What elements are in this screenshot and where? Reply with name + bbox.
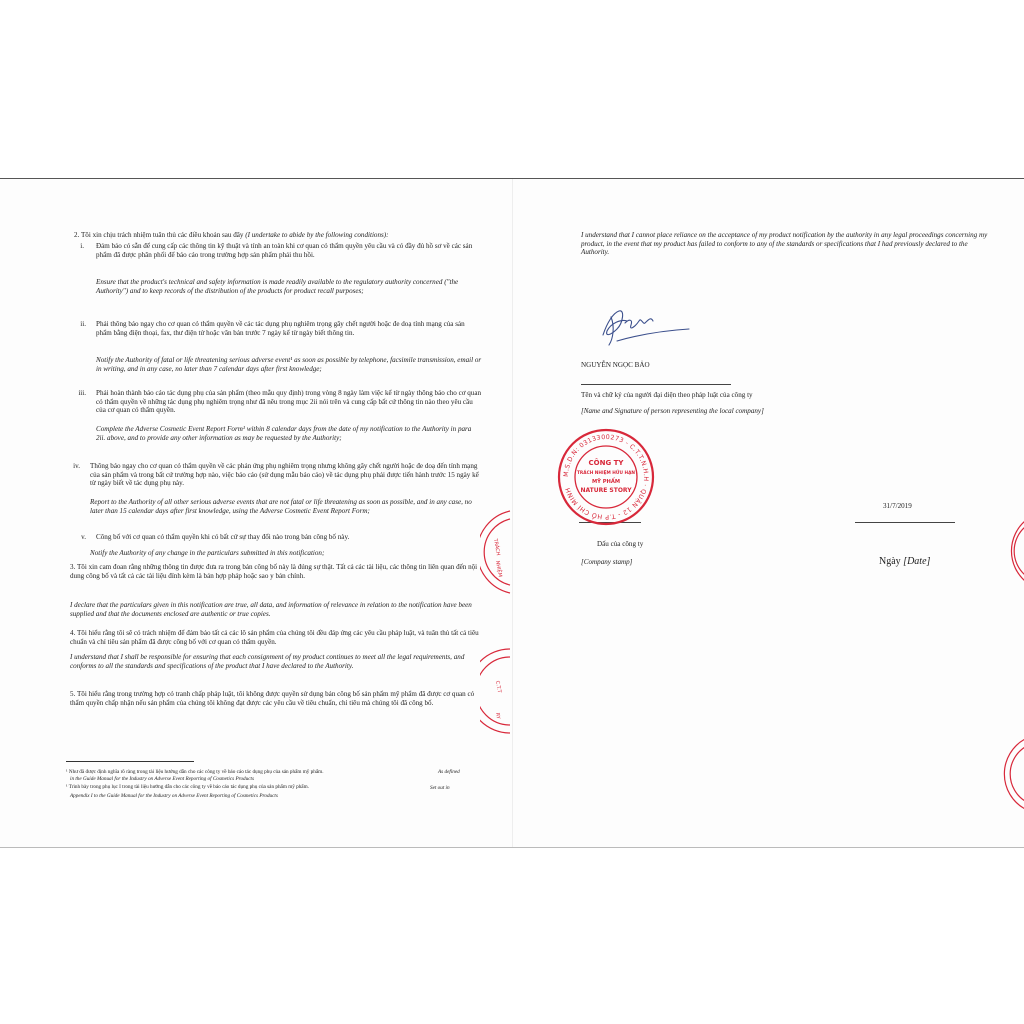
declaration-3-vi: 3. Tôi xin cam đoan rằng những thông tin được đưa ra trong bản công bố này là đúng sự thật. Tất cả các tài liệu, các thông tin liên quan đến nội dung công bố và tất cả các tài liệu đính kèm là bản hợp pháp hoặc sao y bản chính.: [70, 563, 478, 580]
company-seal: [556, 427, 656, 527]
item-number: v.: [81, 533, 86, 541]
declaration-3-en: I declare that the particulars given in this notification are true, all data, and information of relevance in relation to the notification have been supplied and that the documents enclosed are authentic or true copies.: [70, 601, 472, 618]
svg-text:NHIỆM: NHIỆM: [494, 560, 503, 578]
heading-vi: 2. Tôi xin chịu trách nhiệm tuân thủ các điều khoản sau đây: [74, 231, 246, 239]
reliance-statement: I understand that I cannot place reliance on the acceptance of my product notification by the authority in any legal proceedings concerning my product, in the event that my product has failed to conform to any of the standards or specifications that I had previously declared to the Authority.: [581, 231, 988, 257]
footnote-1-vi: ¹ Như đã được định nghĩa rõ ràng trong tài liệu hướng dẫn cho các công ty về báo cáo tác dụng phụ của sản phẩm mỹ phẩm.: [66, 769, 324, 775]
svg-text:C.T.T: C.T.T: [494, 680, 503, 694]
item-number: iv.: [73, 462, 80, 470]
item-text-vi: Phải hoàn thành báo cáo tác dụng phụ của sản phẩm (theo mẫu quy định) trong vòng 8 ngày làm việc kể từ ngày thông báo cho cơ quan có thẩm quyền về những tác dụng phụ nghiêm trọng như đã nêu trong mục 2ii nói trên và cung cấp bất cứ thông tin nào theo yêu cầu của cơ quan có thẩm quyền.: [96, 389, 482, 415]
item-number: ii.: [80, 320, 86, 328]
item-number: iii.: [78, 389, 86, 397]
seal-line-4: NATURE STORY: [580, 487, 632, 494]
stamp-label-vi: Dấu của công ty: [597, 540, 644, 548]
heading-en: (I undertake to abide by the following conditions):: [245, 231, 389, 239]
item-text-vi: Phải thông báo ngay cho cơ quan có thẩm quyền về các tác dụng phụ nghiêm trọng gây chết người hoặc đe doạ tính mạng của sản phẩm bằng điện thoại, fax, thư điện tử hoặc văn bản trước 7 ngày kể từ ngày biết thông tin.: [96, 320, 465, 337]
signature-line: [581, 384, 731, 385]
seal-ring-text: M.S.D.N: 0313300273 - C.T.T.N.H.H · QUẬN 12 - T.P HỒ CHÍ MINH: [562, 433, 650, 521]
declaration-4-en: I understand that I shall be responsible for ensuring that each consignment of my product continues to meet all the legal requirements, and conforms to all the standards and specifications of the product that I have declared to the Authority.: [70, 653, 465, 670]
signer-name: NGUYỄN NGỌC BẢO: [581, 361, 650, 369]
seal-line-2: TRÁCH NHIỆM HỮU HẠN: [577, 471, 635, 476]
footnote-1-en-a: As defined: [438, 769, 460, 775]
footnote-2-vi: ¹ Trình bày trong phụ lục I trong tài liệu hướng dẫn cho các công ty về báo cáo tác dụng phụ của sản phẩm mỹ phẩm.: [66, 784, 309, 790]
item-text-en: Report to the Authority of all other serious adverse events that are not fatal or life threatening as soon as possible, and in any case, no later than 15 calendar days after first knowledge, using the Adverse Cosmetic Event Report Form;: [90, 498, 472, 515]
item-number: i.: [80, 242, 84, 250]
signature-label-en: [Name and Signature of person representing the local company]: [581, 407, 764, 415]
partial-stamp-edge: [480, 509, 512, 847]
footnote-2-en-a: Set out in: [430, 785, 450, 791]
footnote-1-en-b: in the Guide Manual for the Industry on Adverse Event Reporting of Cosmetics Products: [70, 776, 254, 782]
left-page: [0, 179, 512, 847]
svg-text:TRÁCH: TRÁCH: [492, 538, 501, 557]
declaration-4-vi: 4. Tôi hiểu rằng tôi sẽ có trách nhiệm để đảm bảo tất cả các lô sản phẩm của chúng tôi đều đáp ứng các yêu cầu pháp luật, và tuân thủ tất cả tiêu chuẩn và chỉ tiêu sản phẩm đã được công bố với cơ quan có thẩm quyền.: [70, 629, 479, 646]
seal-line-1: CÔNG TY: [588, 459, 624, 467]
date-label-vi: Ngày: [879, 556, 904, 567]
footnote-divider: [66, 761, 194, 762]
item-text-en: Notify the Authority of fatal or life threatening serious adverse event¹ as soon as possible by telephone, facsimile transmission, email or in writing, and in any case, no later than 7 calendar days after first knowledge;: [96, 356, 482, 373]
footnote-2-en-b: Appendix I to the Guide Manual for the Industry on Adverse Event Reporting of Cosmetics Products: [70, 793, 278, 799]
item-text-en: Complete the Adverse Cosmetic Event Report Form¹ within 8 calendar days from the date of my notification to the Authority in para 2ii. above, and to provide any other information as may be requested by the Authority;: [96, 425, 472, 442]
handwritten-signature: [597, 305, 693, 347]
item-text-vi: Công bố với cơ quan có thẩm quyền khi có bất cứ sự thay đổi nào trong bản công bố này.: [96, 533, 350, 541]
item-text-vi: Thông báo ngay cho cơ quan có thẩm quyền về các phản ứng phụ nghiêm trọng nhưng không gây chết người hoặc đe doạ đến tính mạng của sản phẩm và trong bất cứ trường hợp nào, việc báo cáo (sử dụng mẫu báo cáo) về tác dụng phụ phải được tiến hành trước 15 ngày kể từ ngày biết về tác dụng phụ này.: [90, 462, 479, 488]
date-label-en: [Date]: [903, 556, 931, 567]
item-text-en: Notify the Authority of any change in the particulars submitted in this notification;: [90, 549, 325, 557]
signature-label-vi: Tên và chữ ký của người đại diện theo pháp luật của công ty: [581, 391, 753, 399]
item-text-en: Ensure that the product's technical and safety information is made readily available to the regulatory authority concerned ("the Authority") and to keep records of the distribution of the products for product recall purposes;: [96, 278, 459, 295]
stamp-label-en: [Company stamp]: [581, 558, 633, 566]
scanned-document: [0, 178, 1024, 848]
item-text-vi: Đảm bảo có sẵn để cung cấp các thông tin kỹ thuật và tính an toàn khi cơ quan có thẩm quyền yêu cầu và có đầy đủ hồ sơ về các sản phẩm đã được phân phối để báo cáo trong trường hợp sản phẩm phải thu hồi.: [96, 242, 473, 259]
svg-text:RY: RY: [494, 712, 502, 720]
seal-line-3: MỸ PHẨM: [591, 479, 621, 485]
date-line: [855, 522, 955, 523]
conditions-heading: [74, 231, 484, 240]
date-value: 31/7/2019: [883, 502, 912, 510]
declaration-5-vi: 5. Tôi hiểu rằng trong trường hợp có tranh chấp pháp luật, tôi không được quyền sử dụng bản công bố sản phẩm mỹ phẩm đã được cơ quan có thẩm quyền chấp nhận nếu sản phẩm của chúng tôi không đạt được các yêu cầu về tiêu chuẩn, chỉ tiêu mà chúng tôi đã công bố.: [70, 690, 475, 707]
partial-stamp-edge-right: [995, 519, 1024, 819]
date-label: [879, 556, 999, 568]
